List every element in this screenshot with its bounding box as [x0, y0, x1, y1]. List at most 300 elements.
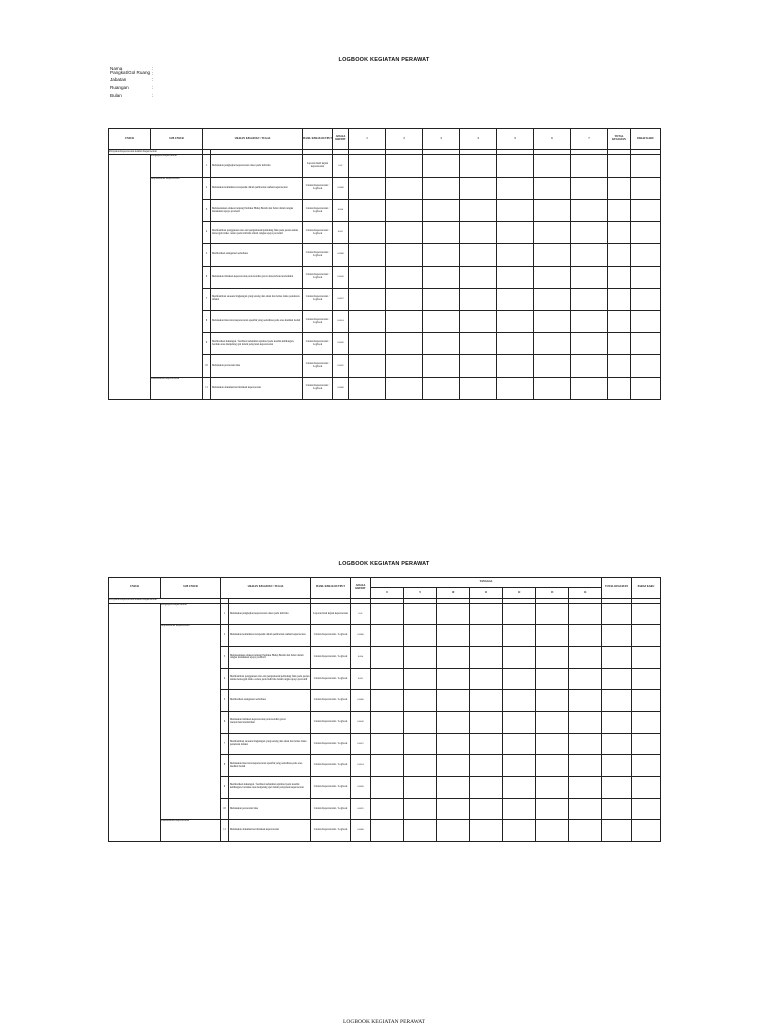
day-cell[interactable]	[497, 310, 534, 332]
logbook-table-2	[108, 577, 661, 842]
activity-output: Catatan Keperawatan / Logbook	[311, 755, 351, 777]
total-cell[interactable]	[602, 798, 632, 820]
day-cell[interactable]	[404, 690, 437, 712]
day-cell[interactable]	[503, 712, 536, 734]
day-cell[interactable]	[569, 777, 602, 799]
day-cell[interactable]	[571, 310, 608, 332]
day-cell[interactable]	[536, 603, 569, 625]
header-uraian: URAIAN KEGIATAN / TUGAS	[203, 129, 303, 150]
day-cell[interactable]	[371, 603, 404, 625]
day-cell[interactable]	[536, 798, 569, 820]
day-cell[interactable]	[497, 222, 534, 244]
paraf-cell[interactable]	[632, 603, 661, 625]
activity-description: Melakukan komunikasi terapeutik dalam pemberian asuhan keperawatan	[229, 625, 311, 647]
day-cell[interactable]	[536, 690, 569, 712]
activity-description: Melaksanakan edukasi tentang Perilaku Hidup Bersih dan Sehat dalam rangka melakukan upaya promotif	[229, 647, 311, 669]
day-cell[interactable]	[503, 668, 536, 690]
day-cell[interactable]	[423, 310, 460, 332]
activity-output: Catatan Keperawatan / Logbook	[303, 222, 333, 244]
day-cell[interactable]	[460, 288, 497, 310]
activity-credit: 0.0014	[351, 755, 371, 777]
activity-description: Melakukan tindakan keperawatan pada kondisi gawat darurat/bencana/kritikal	[211, 266, 303, 288]
day-cell[interactable]	[349, 355, 386, 377]
day-cell[interactable]	[371, 755, 404, 777]
activity-number: 5	[203, 244, 211, 266]
activity-description: Memberikan oksigenasi sederhana	[229, 690, 311, 712]
activity-output: Catatan Keperawatan / Logbook	[303, 377, 333, 399]
day-cell[interactable]	[470, 712, 503, 734]
paraf-cell[interactable]	[632, 668, 661, 690]
day-cell[interactable]	[569, 690, 602, 712]
header-paraf: PARAF KARU	[632, 578, 661, 599]
activity-credit: 0.0043	[351, 712, 371, 734]
day-cell[interactable]	[437, 733, 470, 755]
day-cell[interactable]	[386, 155, 423, 177]
paraf-cell[interactable]	[632, 755, 661, 777]
day-cell[interactable]	[534, 355, 571, 377]
day-cell[interactable]	[386, 355, 423, 377]
activity-credit: 0.0008	[333, 244, 349, 266]
page-title-2: LOGBOOK KEGIATAN PERAWAT	[338, 561, 430, 567]
day-cell[interactable]	[470, 777, 503, 799]
activity-credit: 0.0008	[351, 690, 371, 712]
info-row-jabatan: Jabatan :	[110, 76, 154, 82]
day-cell[interactable]	[386, 266, 423, 288]
activity-output: Catatan Keperawatan / Logbook	[311, 668, 351, 690]
day-header: 9	[404, 588, 437, 598]
day-cell[interactable]	[536, 668, 569, 690]
activity-number: 10	[221, 798, 229, 820]
activity-credit: 0.0008	[333, 177, 349, 199]
day-cell[interactable]	[460, 199, 497, 221]
day-cell[interactable]	[503, 690, 536, 712]
total-cell[interactable]	[608, 310, 631, 332]
day-cell[interactable]	[571, 377, 608, 399]
day-cell[interactable]	[571, 222, 608, 244]
day-cell[interactable]	[349, 377, 386, 399]
paraf-cell[interactable]	[632, 733, 661, 755]
day-cell[interactable]	[404, 668, 437, 690]
day-cell[interactable]	[503, 733, 536, 755]
day-cell[interactable]	[569, 820, 602, 842]
activity-output: Catatan Keperawatan / Logbook	[311, 625, 351, 647]
activity-number: 2	[221, 625, 229, 647]
day-cell[interactable]	[371, 668, 404, 690]
total-cell[interactable]	[608, 244, 631, 266]
day-cell[interactable]	[423, 288, 460, 310]
day-cell[interactable]	[536, 777, 569, 799]
day-cell[interactable]	[534, 377, 571, 399]
day-header: 1	[349, 129, 386, 150]
activity-credit: 0.004	[351, 647, 371, 669]
day-cell[interactable]	[460, 177, 497, 199]
total-cell[interactable]	[602, 690, 632, 712]
sub-unsur-cell: Pengkajian Keperawatan	[151, 155, 203, 177]
activity-number: 9	[221, 777, 229, 799]
header-angka-kredit: ANGKA KREDIT	[333, 129, 349, 150]
day-cell[interactable]	[460, 377, 497, 399]
day-cell[interactable]	[404, 712, 437, 734]
day-cell[interactable]	[349, 222, 386, 244]
day-cell[interactable]	[386, 333, 423, 355]
day-cell[interactable]	[497, 377, 534, 399]
activity-output: Catatan Keperawatan / Logbook	[303, 199, 333, 221]
day-cell[interactable]	[404, 820, 437, 842]
activity-credit: 0.0043	[333, 266, 349, 288]
activity-credit: 0.0025	[351, 798, 371, 820]
total-cell[interactable]	[608, 333, 631, 355]
day-header: 8	[371, 588, 404, 598]
activity-description: Melaksanakan edukasi tentang Perilaku Hidup Bersih dan Sehat dalam rangka melakukan upaya promotif	[211, 199, 303, 221]
day-cell[interactable]	[569, 647, 602, 669]
day-cell[interactable]	[386, 377, 423, 399]
day-cell[interactable]	[371, 712, 404, 734]
day-cell[interactable]	[437, 603, 470, 625]
header-tanggal: TANGGAL	[371, 578, 602, 588]
activity-number: 11	[203, 377, 211, 399]
activity-output: Catatan Keperawatan / Logbook	[303, 310, 333, 332]
table-row	[109, 625, 661, 647]
day-cell[interactable]	[437, 798, 470, 820]
day-cell[interactable]	[460, 155, 497, 177]
paraf-cell[interactable]	[631, 199, 661, 221]
day-cell[interactable]	[437, 668, 470, 690]
day-cell[interactable]	[437, 712, 470, 734]
logbook-table-1	[108, 128, 661, 400]
activity-number: 2	[203, 177, 211, 199]
section-label: Pelayanan Keperawatan Asuhan Keperawatan	[109, 150, 203, 155]
paraf-cell[interactable]	[632, 798, 661, 820]
day-header: 13	[536, 588, 569, 598]
day-cell[interactable]	[534, 177, 571, 199]
activity-output: Catatan Keperawatan / Logbook	[303, 355, 333, 377]
day-cell[interactable]	[386, 310, 423, 332]
day-cell[interactable]	[534, 266, 571, 288]
day-cell[interactable]	[534, 155, 571, 177]
day-cell[interactable]	[534, 288, 571, 310]
day-cell[interactable]	[371, 647, 404, 669]
day-cell[interactable]	[404, 647, 437, 669]
day-cell[interactable]	[470, 625, 503, 647]
day-cell[interactable]	[404, 733, 437, 755]
day-cell[interactable]	[470, 798, 503, 820]
day-cell[interactable]	[470, 647, 503, 669]
total-cell[interactable]	[608, 377, 631, 399]
day-cell[interactable]	[470, 690, 503, 712]
day-cell[interactable]	[503, 755, 536, 777]
activity-description: Memberikan dukungan / fasilitasi kebutuhan spiritual pada kondisi kehilangan, berduka atau menjelang ajal dalam pelayanan keperawatan	[229, 777, 311, 799]
day-cell[interactable]	[437, 690, 470, 712]
day-cell[interactable]	[470, 603, 503, 625]
paraf-cell[interactable]	[631, 222, 661, 244]
total-cell[interactable]	[602, 733, 632, 755]
day-cell[interactable]	[460, 222, 497, 244]
day-cell[interactable]	[569, 755, 602, 777]
day-cell[interactable]	[536, 647, 569, 669]
day-cell[interactable]	[536, 625, 569, 647]
day-cell[interactable]	[497, 199, 534, 221]
paraf-cell[interactable]	[631, 355, 661, 377]
activity-number: 4	[221, 668, 229, 690]
unsur-cell	[109, 155, 151, 400]
activity-output: Catatan Keperawatan / Logbook	[303, 244, 333, 266]
activity-credit: 0.0008	[351, 820, 371, 842]
day-cell[interactable]	[386, 199, 423, 221]
day-cell[interactable]	[404, 777, 437, 799]
day-cell[interactable]	[534, 199, 571, 221]
day-cell[interactable]	[569, 603, 602, 625]
day-cell[interactable]	[404, 798, 437, 820]
page-title-3: LOGBOOK KEGIATAN PERAWAT	[343, 1019, 425, 1025]
activity-description: Melakukan pengkajian keperawatan dasar pada individu	[211, 155, 303, 177]
day-cell[interactable]	[386, 177, 423, 199]
day-cell[interactable]	[569, 625, 602, 647]
day-header: 11	[470, 588, 503, 598]
day-cell[interactable]	[569, 733, 602, 755]
activity-output: Laporan hasil kajian keperawatan	[303, 155, 333, 177]
day-cell[interactable]	[349, 333, 386, 355]
total-cell[interactable]	[602, 603, 632, 625]
activity-number: 1	[221, 603, 229, 625]
activity-credit: 0.0012	[333, 288, 349, 310]
day-cell[interactable]	[536, 712, 569, 734]
day-cell[interactable]	[571, 155, 608, 177]
total-cell[interactable]	[602, 712, 632, 734]
day-cell[interactable]	[423, 199, 460, 221]
day-cell[interactable]	[460, 355, 497, 377]
day-cell[interactable]	[569, 668, 602, 690]
paraf-cell[interactable]	[632, 690, 661, 712]
day-cell[interactable]	[534, 310, 571, 332]
day-cell[interactable]	[349, 199, 386, 221]
day-cell[interactable]	[536, 820, 569, 842]
day-cell[interactable]	[404, 625, 437, 647]
total-cell[interactable]	[602, 820, 632, 842]
day-cell[interactable]	[423, 244, 460, 266]
day-cell[interactable]	[470, 668, 503, 690]
paraf-cell[interactable]	[631, 377, 661, 399]
day-cell[interactable]	[423, 222, 460, 244]
total-cell[interactable]	[602, 647, 632, 669]
activity-description: Melakukan perawatan luka	[211, 355, 303, 377]
day-cell[interactable]	[536, 733, 569, 755]
day-header: 6	[534, 129, 571, 150]
day-cell[interactable]	[349, 310, 386, 332]
day-cell[interactable]	[571, 266, 608, 288]
table2-header-row	[109, 578, 661, 588]
day-cell[interactable]	[460, 310, 497, 332]
info-row-pangkat: Pangkat/Gol Ruang :	[110, 70, 154, 77]
day-header: 2	[386, 129, 423, 150]
activity-output: Catatan Keperawatan / Logbook	[311, 798, 351, 820]
day-cell[interactable]	[497, 333, 534, 355]
paraf-cell[interactable]	[631, 288, 661, 310]
activity-description: Memberikan oksigenasi sederhana	[211, 244, 303, 266]
paraf-cell[interactable]	[631, 333, 661, 355]
total-cell[interactable]	[602, 668, 632, 690]
day-cell[interactable]	[404, 603, 437, 625]
activity-output: Catatan Keperawatan / Logbook	[303, 177, 333, 199]
day-cell[interactable]	[497, 355, 534, 377]
paraf-cell[interactable]	[632, 647, 661, 669]
day-cell[interactable]	[503, 820, 536, 842]
day-cell[interactable]	[349, 155, 386, 177]
day-cell[interactable]	[571, 199, 608, 221]
day-cell[interactable]	[534, 333, 571, 355]
activity-credit: 0.0025	[333, 355, 349, 377]
day-cell[interactable]	[569, 798, 602, 820]
activity-credit: 0.0014	[333, 310, 349, 332]
activity-output: Laporan hasil kajian keperawatan	[311, 603, 351, 625]
day-cell[interactable]	[349, 244, 386, 266]
day-cell[interactable]	[569, 712, 602, 734]
activity-output: Catatan Keperawatan / Logbook	[311, 820, 351, 842]
day-cell[interactable]	[371, 798, 404, 820]
day-cell[interactable]	[571, 177, 608, 199]
total-cell[interactable]	[608, 177, 631, 199]
day-cell[interactable]	[470, 820, 503, 842]
total-cell[interactable]	[608, 222, 631, 244]
day-cell[interactable]	[386, 222, 423, 244]
total-cell[interactable]	[608, 199, 631, 221]
total-cell[interactable]	[608, 155, 631, 177]
day-cell[interactable]	[503, 603, 536, 625]
day-cell[interactable]	[460, 244, 497, 266]
day-cell[interactable]	[437, 820, 470, 842]
activity-credit: 0.001	[333, 222, 349, 244]
activity-credit: 0.004	[333, 199, 349, 221]
day-cell[interactable]	[571, 244, 608, 266]
sub-unsur-cell: Pengkajian Keperawatan	[161, 603, 221, 625]
activity-number: 11	[221, 820, 229, 842]
day-cell[interactable]	[534, 244, 571, 266]
day-cell[interactable]	[437, 625, 470, 647]
activity-number: 8	[221, 755, 229, 777]
day-cell[interactable]	[571, 355, 608, 377]
activity-number: 7	[203, 288, 211, 310]
day-cell[interactable]	[437, 755, 470, 777]
day-cell[interactable]	[460, 333, 497, 355]
day-cell[interactable]	[497, 266, 534, 288]
day-cell[interactable]	[571, 288, 608, 310]
total-cell[interactable]	[602, 625, 632, 647]
activity-description: Memberikan dukungan / fasilitasi kebutuhan spiritual pada kondisi kehilangan, berduka atau menjelang ajal dalam pelayanan keperawatan	[211, 333, 303, 355]
total-cell[interactable]	[602, 777, 632, 799]
day-cell[interactable]	[497, 244, 534, 266]
activity-credit: 0.01	[351, 603, 371, 625]
day-cell[interactable]	[497, 177, 534, 199]
day-cell[interactable]	[503, 647, 536, 669]
unsur-cell	[109, 603, 161, 841]
activity-credit: 0.0012	[351, 733, 371, 755]
header-paraf: PARAF KARU	[631, 129, 661, 150]
day-header: 3	[423, 129, 460, 150]
paraf-cell[interactable]	[631, 310, 661, 332]
activity-description: Melakukan pengkajian keperawatan dasar pada individu	[229, 603, 311, 625]
day-cell[interactable]	[371, 733, 404, 755]
total-cell[interactable]	[602, 755, 632, 777]
day-cell[interactable]	[460, 266, 497, 288]
day-cell[interactable]	[470, 755, 503, 777]
day-cell[interactable]	[497, 288, 534, 310]
day-cell[interactable]	[386, 244, 423, 266]
day-cell[interactable]	[536, 755, 569, 777]
activity-number: 5	[221, 690, 229, 712]
activity-description: Melakukan intervensi keperawatan spesifik yang sederhana pada area medikal bedah	[229, 755, 311, 777]
day-cell[interactable]	[497, 155, 534, 177]
day-cell[interactable]	[423, 355, 460, 377]
paraf-cell[interactable]	[631, 177, 661, 199]
activity-description: Melakukan perawatan luka	[229, 798, 311, 820]
activity-number: 3	[203, 199, 211, 221]
activity-description: Melakukan dokumentasi tindakan keperawatan	[211, 377, 303, 399]
activity-description: Melakukan komunikasi terapeutik dalam pemberian asuhan keperawatan	[211, 177, 303, 199]
header-uraian: URAIAN KEGIATAN / TUGAS	[221, 578, 311, 599]
paraf-cell[interactable]	[632, 777, 661, 799]
paraf-cell[interactable]	[632, 712, 661, 734]
day-cell[interactable]	[470, 733, 503, 755]
day-cell[interactable]	[371, 777, 404, 799]
sub-unsur-cell: Dokumentasi Keperawatan	[161, 820, 221, 842]
activity-credit: 0.0020	[333, 333, 349, 355]
activity-description: Memfasilitasi suasana lingkungan yang tenang dan aman dan bebas risiko penularan infeksi	[211, 288, 303, 310]
total-cell[interactable]	[608, 266, 631, 288]
day-cell[interactable]	[534, 222, 571, 244]
paraf-cell[interactable]	[632, 820, 661, 842]
table-row	[109, 377, 661, 399]
activity-description: Melakukan dokumentasi tindakan keperawatan	[229, 820, 311, 842]
day-cell[interactable]	[423, 266, 460, 288]
day-header: 5	[497, 129, 534, 150]
day-cell[interactable]	[423, 377, 460, 399]
total-cell[interactable]	[608, 355, 631, 377]
day-cell[interactable]	[349, 177, 386, 199]
day-cell[interactable]	[503, 798, 536, 820]
day-cell[interactable]	[423, 155, 460, 177]
info-row-bulan: Bulan :	[110, 92, 154, 98]
activity-output: Catatan Keperawatan / Logbook	[303, 333, 333, 355]
day-cell[interactable]	[437, 777, 470, 799]
day-cell[interactable]	[349, 266, 386, 288]
day-cell[interactable]	[386, 288, 423, 310]
day-cell[interactable]	[371, 690, 404, 712]
day-cell[interactable]	[437, 647, 470, 669]
table-row	[109, 155, 661, 177]
sub-unsur-cell: Implementasi Keperawatan	[161, 625, 221, 820]
paraf-cell[interactable]	[631, 155, 661, 177]
day-cell[interactable]	[423, 333, 460, 355]
day-cell[interactable]	[349, 288, 386, 310]
activity-number: 10	[203, 355, 211, 377]
total-cell[interactable]	[608, 288, 631, 310]
paraf-cell[interactable]	[631, 244, 661, 266]
day-cell[interactable]	[404, 755, 437, 777]
day-cell[interactable]	[503, 777, 536, 799]
activity-number: 6	[203, 266, 211, 288]
day-cell[interactable]	[371, 625, 404, 647]
day-cell[interactable]	[423, 177, 460, 199]
activity-output: Catatan Keperawatan / Logbook	[303, 266, 333, 288]
day-cell[interactable]	[571, 333, 608, 355]
activity-output: Catatan Keperawatan / Logbook	[311, 690, 351, 712]
day-cell[interactable]	[371, 820, 404, 842]
paraf-cell[interactable]	[631, 266, 661, 288]
paraf-cell[interactable]	[632, 625, 661, 647]
day-cell[interactable]	[503, 625, 536, 647]
activity-description: Melakukan intervensi keperawatan spesifik yang sederhana pada area medikal bedah	[211, 310, 303, 332]
day-header: 7	[571, 129, 608, 150]
activity-number: 6	[221, 712, 229, 734]
